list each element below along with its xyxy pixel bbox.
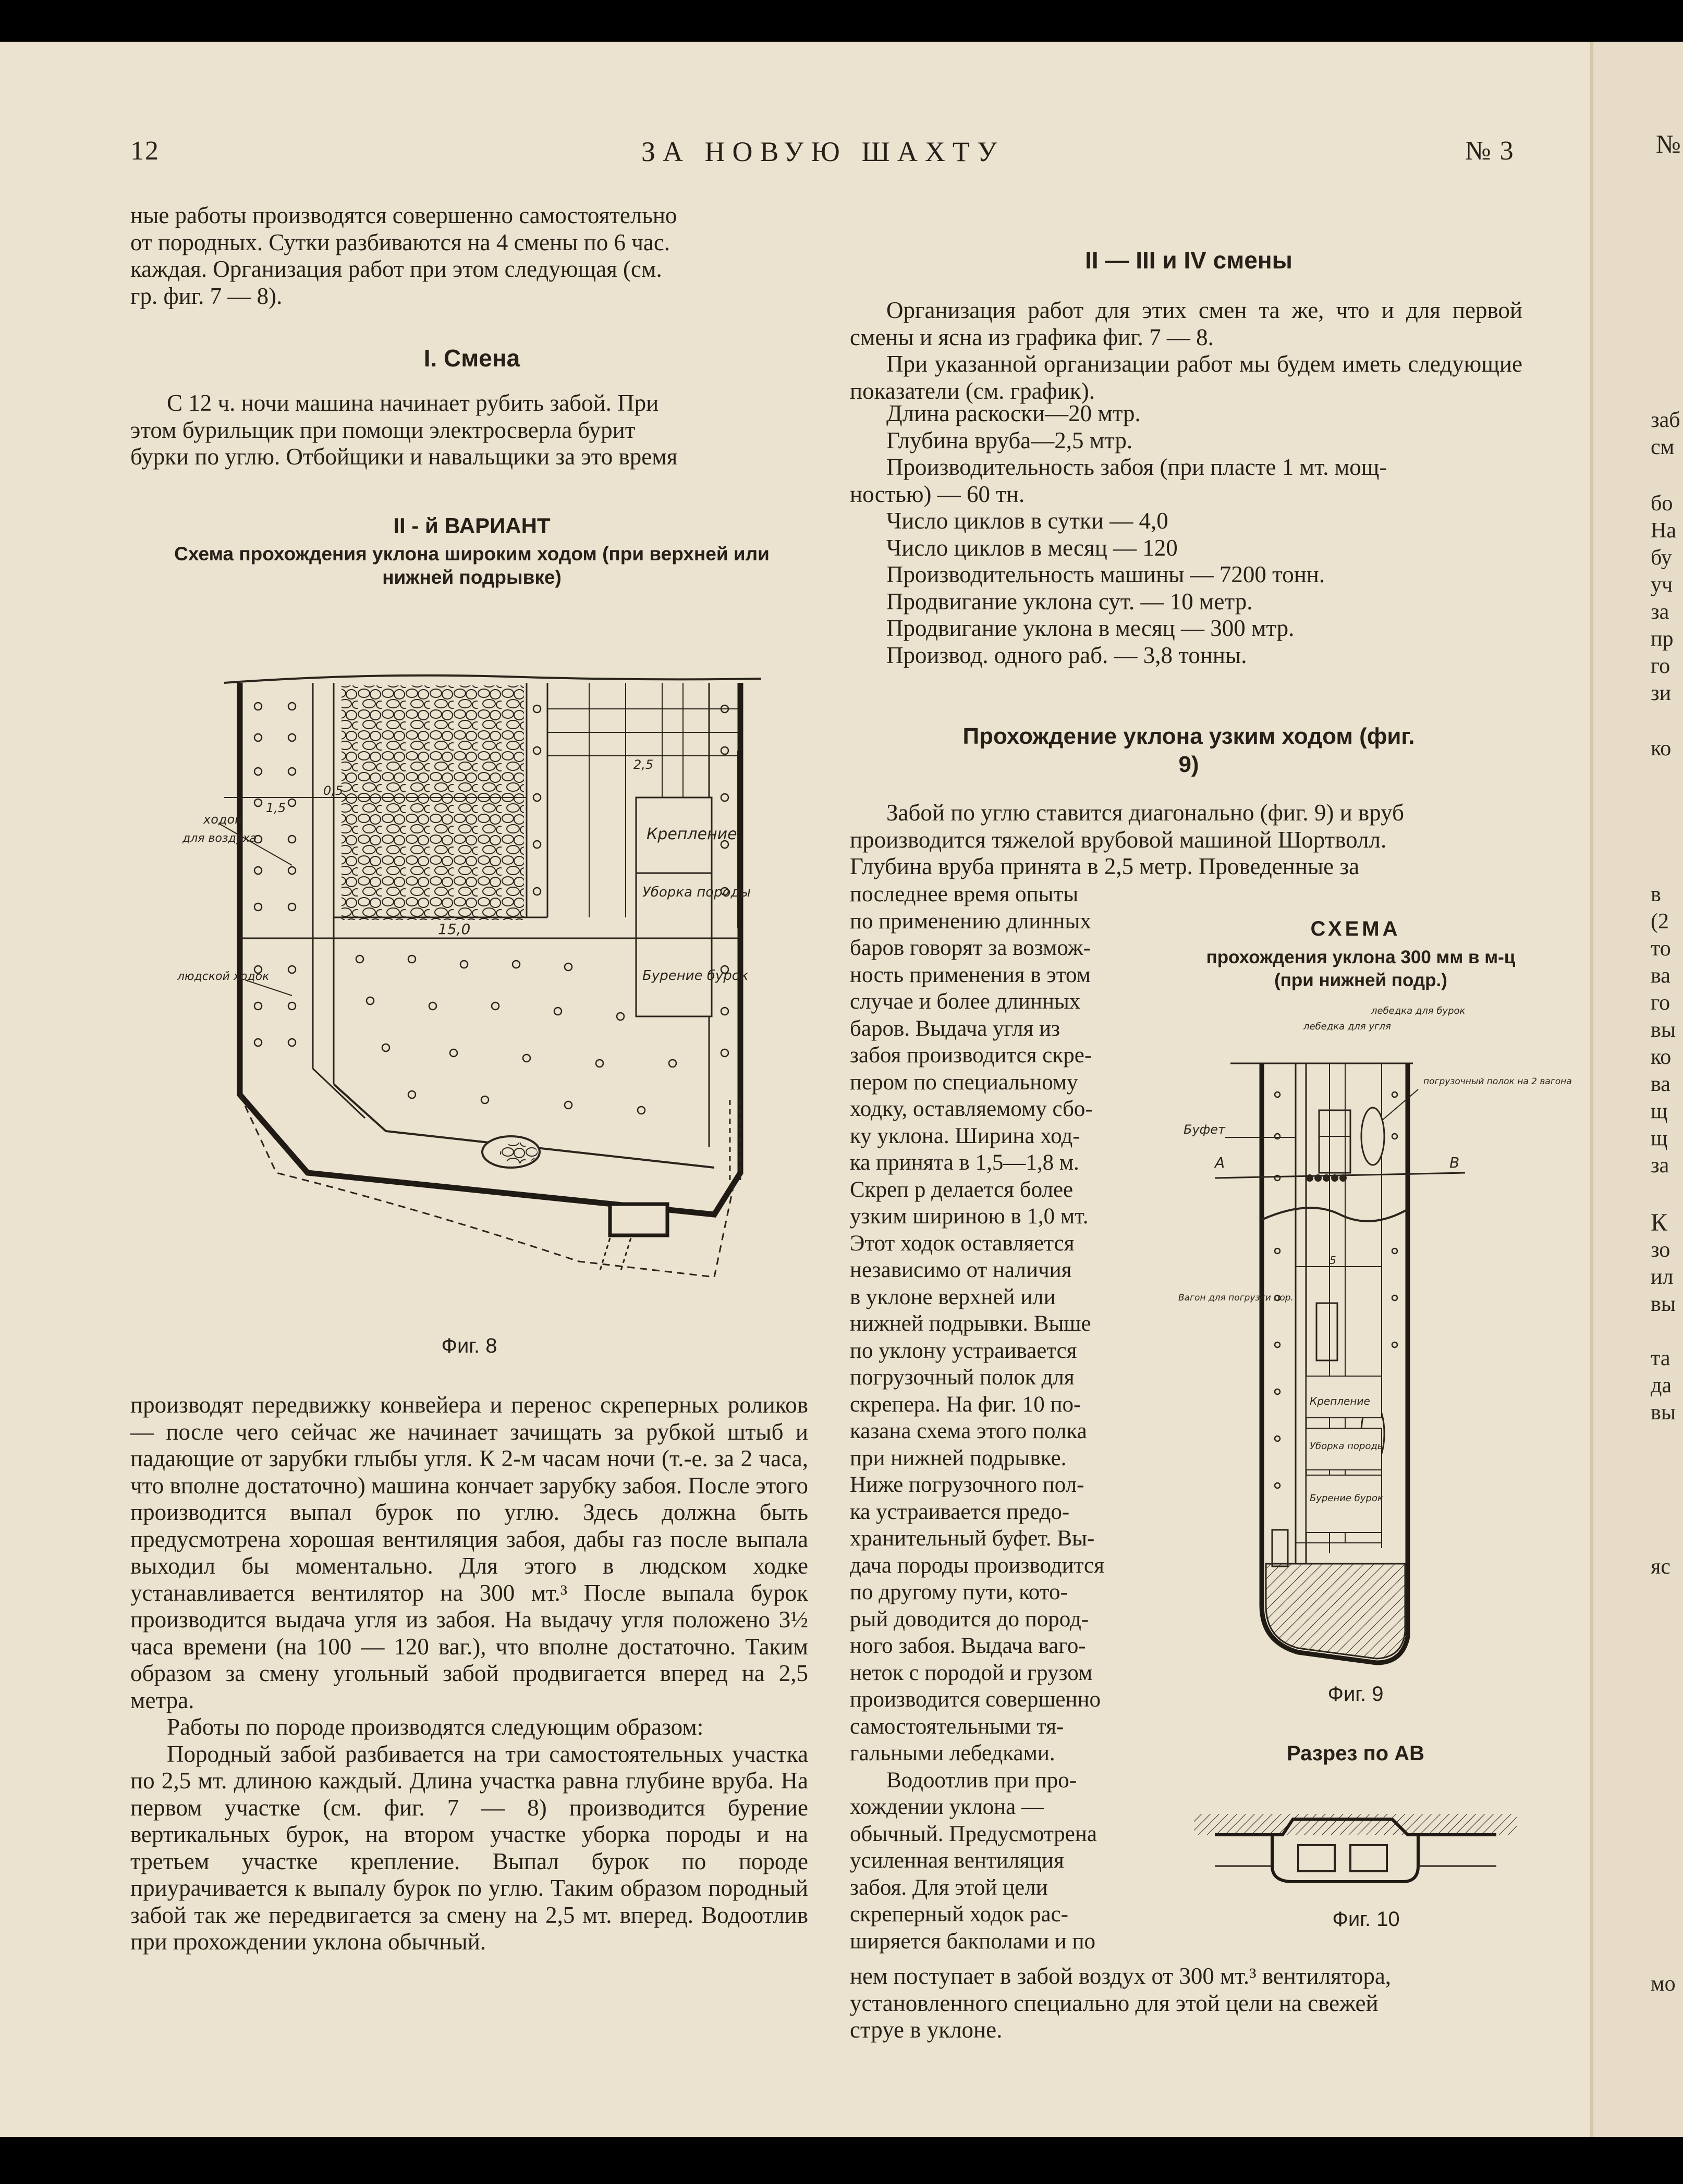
text-line: дача породы производится — [850, 1553, 1104, 1578]
label-polok: погрузочный полок на 2 вагона — [1423, 1076, 1572, 1087]
text-line: нижней подрывки. Выше — [850, 1311, 1091, 1336]
text-line: ходку, оставляемому сбо- — [850, 1097, 1093, 1121]
paragraph: Организация работ для этих смен та же, что и для первой смены и ясна из графика фиг. 7 — 8. — [850, 297, 1522, 350]
label-a: А — [1215, 1154, 1225, 1171]
text-line: Скреп р делается более — [850, 1177, 1074, 1202]
fragment: ко — [1651, 737, 1672, 760]
fragment: за — [1651, 1154, 1669, 1177]
fragment: ил — [1651, 1265, 1674, 1289]
fragment: ва — [1651, 964, 1670, 988]
paragraph: производят передвижку конвейера и перенос скреперных роликов — после чего сейчас же начинает зачищать за рубкой штыб и падающие от зарубки глыбы угля. К 2-м часам ночи (т.-е. за 2 часа, что вполне достаточно) машина кончает зарубку забоя. После этого производится выпал бурок по углю. Здесь должна быть предусмотрена хорошая вентиляция забоя, дабы газ после выпала выходил бы моментально. Для этого в людском ходке устанавливается вентилятор на 300 мт.³ После выпала бурок производится выдача угля из забоя. На выдачу угля положено 3½ часа времени (на 100 — 120 ваг.), что вполне достаточно. Таким образом за смену угольный забой продвигается вперед на 2,5 метра. — [130, 1392, 808, 1713]
fragment: та — [1651, 1346, 1670, 1370]
fragment: (2 — [1651, 910, 1669, 934]
text-line: Этот ходок оставляется — [850, 1231, 1075, 1256]
text-line: ка устраивается предо- — [850, 1499, 1070, 1524]
fragment: ва — [1651, 1072, 1670, 1096]
stat-line: Продвигание уклона сут. — 10 метр. — [886, 588, 1253, 615]
shift1-heading: I. Смена — [423, 345, 520, 372]
text-line: ного забоя. Выдача ваго- — [850, 1634, 1086, 1658]
label-kreplenie-9: Крепление — [1310, 1395, 1370, 1407]
journal-title: ЗА НОВУЮ ШАХТУ — [641, 136, 1005, 167]
text-line: последнее время опыты — [850, 882, 1079, 906]
text-line: гр. фиг. 7 — 8). — [130, 283, 283, 309]
narrow-heading: Прохождение уклона узким ходом (фиг. 9) — [962, 723, 1415, 777]
text-line: производится тяжелой врубовой машиной Шортволл. — [850, 826, 1387, 853]
dim-25: 2,5 — [633, 757, 654, 772]
text-line: казана схема этого полка — [850, 1419, 1087, 1443]
left-intro — [130, 202, 813, 310]
text-line: ность применения в этом — [850, 962, 1091, 987]
text-line: при нижней подрывке. — [850, 1445, 1067, 1470]
text-line: каждая. Организация работ при этом следующая (см. — [130, 256, 662, 282]
label-people-hodok: людской ходок — [177, 970, 270, 983]
text-line: скреперный ходок рас- — [850, 1902, 1068, 1927]
scheme-title: СХЕМА — [1310, 917, 1401, 940]
fragment: щ — [1651, 1126, 1668, 1150]
fragment: вы — [1651, 1401, 1676, 1425]
text-line: от породных. Сутки разбиваются на 4 смены по 6 час. — [130, 229, 670, 255]
left-body — [130, 1392, 808, 1956]
issue-number: № 3 — [1465, 136, 1515, 166]
figure-9-diagram — [1173, 1001, 1572, 1678]
text-line: обычный. Предусмотрена — [850, 1821, 1097, 1846]
figure-8-diagram — [177, 646, 792, 1334]
fragment: зи — [1651, 681, 1672, 705]
label-kreplenie: Крепление — [647, 825, 737, 843]
text-line: узким шириною в 1,0 мт. — [850, 1204, 1089, 1229]
fragment: да — [1651, 1373, 1672, 1397]
label-uborka: Уборка породы — [642, 885, 751, 900]
fragment: го — [1651, 654, 1670, 678]
fragment: зо — [1651, 1238, 1670, 1262]
text-line: ка принята в 1,5—1,8 м. — [850, 1150, 1079, 1175]
label-winch2: лебедка для бурок — [1371, 1005, 1466, 1016]
text-line: забоя производится скре- — [850, 1043, 1092, 1068]
label-winch1: лебедка для угля — [1303, 1021, 1391, 1032]
fragment: № — [1656, 129, 1681, 158]
text-line: хранительный буфет. Вы- — [850, 1526, 1095, 1551]
stat-line: Производительность машины — 7200 тонн. — [886, 561, 1325, 587]
stat-line: Продвигание уклона в месяц — 300 мтр. — [886, 615, 1295, 641]
text-line: производится совершенно — [850, 1687, 1101, 1712]
paragraph: При указанной организации работ мы будем иметь следующие показатели (см. график). — [850, 351, 1522, 404]
page-number: 12 — [130, 136, 160, 166]
fragment: яс — [1651, 1555, 1670, 1579]
next-page-edge — [1590, 42, 1683, 2137]
variant-subheading: Схема прохождения уклона широким ходом (при верхней или нижней подрывке) — [174, 543, 770, 588]
text-line: пером по специальному — [850, 1070, 1078, 1095]
paragraph: Работы по породе производятся следующим образом: — [167, 1714, 704, 1740]
text-line: забоя. Для этой цели — [850, 1875, 1048, 1900]
text-line: Водоотлив при про- — [886, 1768, 1077, 1793]
narrow-side-text — [850, 881, 1157, 1955]
fragment: К — [1651, 1209, 1668, 1236]
text-line: струе в уклоне. — [850, 2017, 1003, 2043]
shift1-text — [130, 390, 813, 471]
magazine-page — [0, 42, 1590, 2137]
label-tube: Вагон для погрузки пор. — [1178, 1293, 1294, 1303]
text-line: С 12 ч. ночи машина начинает рубить забой. При — [167, 390, 659, 416]
narrow-end-text — [850, 1963, 1528, 2044]
fragment: бу — [1651, 546, 1672, 570]
text-line: установленного специально для этой цели на свежей — [850, 1990, 1379, 2016]
text-line: хождении уклона — — [850, 1795, 1044, 1819]
text-line: по уклону устраивается — [850, 1338, 1077, 1363]
text-line: Забой по углю ставится диагонально (фиг. 9) и вруб — [886, 800, 1404, 826]
text-line: случае и более длинных — [850, 989, 1081, 1014]
stat-line: Число циклов в месяц — 120 — [886, 534, 1178, 561]
text-line: в уклоне верхней или — [850, 1284, 1056, 1309]
fragment: уч — [1651, 573, 1673, 597]
fragment: вы — [1651, 1292, 1676, 1316]
variant-heading: II - й ВАРИАНТ — [393, 513, 551, 538]
fragment: пр — [1651, 627, 1674, 651]
dim-15: 15,0 — [438, 921, 471, 938]
text-line: бурки по углю. Отбойщики и навальщики за это время — [130, 444, 678, 470]
label-burenie: Бурение бурок — [642, 968, 749, 984]
fragment: щ — [1651, 1099, 1668, 1123]
text-line: Ниже погрузочного пол- — [850, 1473, 1084, 1497]
fragment: ко — [1651, 1045, 1672, 1069]
scheme-subtitle: прохождения уклона 300 мм в м-ц (при нижней подр.) — [1206, 947, 1516, 990]
figure-8-caption: Фиг. 8 — [441, 1334, 497, 1357]
fragment: за — [1651, 600, 1669, 624]
text-line: по применению длинных — [850, 909, 1091, 934]
label-bufet: Буфет — [1184, 1122, 1225, 1137]
figure-9-caption: Фиг. 9 — [1327, 1683, 1384, 1706]
text-line: по другому пути, кото- — [850, 1580, 1068, 1604]
text-line: этом бурильщик при помощи электросверла бурит — [130, 416, 636, 443]
paragraph: Породный забой разбивается на три самостоятельных участка по 2,5 мт. длиною каждый. Длина участка равна глубине вруба. На первом участке (см. фиг. 7 — 8) производится бурение вертикальных бурок, на втором участке уборка породы и на третьем участке крепление. Выпал бурок по породе приурачивается к выпалу бурок по углю. Таким образом породный забой так же передвигается за смену на 2,5 мт. вперед. Водоотлив при прохождении уклона обычный. — [130, 1740, 808, 1955]
text-line: усиленная вентиляция — [850, 1848, 1064, 1873]
stat-line: Число циклов в сутки — 4,0 — [886, 508, 1168, 534]
fragment: бо — [1651, 492, 1673, 516]
text-line: неток с породой и грузом — [850, 1660, 1093, 1685]
text-line: баров. Выдача угля из — [850, 1016, 1060, 1041]
text-line: независимо от наличия — [850, 1258, 1072, 1282]
narrow-intro — [850, 800, 1528, 880]
stat-line: ностью) — 60 тн. — [850, 481, 1025, 507]
fragment: го — [1651, 991, 1670, 1015]
stat-line: Глубина вруба—2,5 мтр. — [886, 427, 1133, 453]
dim-05: 0,5 — [323, 783, 344, 798]
fragment: см — [1651, 435, 1675, 459]
fragment: в — [1651, 882, 1661, 906]
label-hodok: ходок — [203, 812, 242, 827]
fragment: мо — [1651, 1972, 1676, 1996]
label-uborka-9: Уборка породы — [1310, 1441, 1385, 1452]
text-line: нем поступает в забой воздух от 300 мт.³ вентилятора, — [850, 1963, 1392, 1989]
figure-10-caption: Фиг. 10 — [1332, 1908, 1400, 1931]
shifts-heading: II — III и IV смены — [1085, 247, 1292, 274]
text-line: скрепера. На фиг. 10 по- — [850, 1392, 1081, 1417]
stat-line: Длина раскоски—20 мтр. — [886, 400, 1141, 426]
text-line: баров говорят за возмож- — [850, 936, 1091, 960]
shifts-text — [850, 297, 1522, 404]
fragment: вы — [1651, 1018, 1676, 1042]
text-line: ные работы производятся совершенно самостоятельно — [130, 202, 677, 228]
text-line: ку уклона. Ширина ход- — [850, 1123, 1080, 1148]
text-line: погрузочный полок для — [850, 1365, 1075, 1390]
section-title: Разрез по АВ — [1287, 1742, 1424, 1765]
label-air: для воздуха — [182, 832, 257, 845]
text-line: ширяется бакполами и по — [850, 1929, 1096, 1954]
stat-line: Производительность забоя (при пласте 1 мт. мощ- — [886, 454, 1387, 480]
fragment: заб — [1651, 408, 1680, 432]
dim-15a: 1,5 — [266, 801, 286, 815]
label-burenie-9: Бурение бурок — [1310, 1493, 1383, 1504]
text-line: рый доводится до пород- — [850, 1606, 1089, 1631]
stats-list — [850, 400, 1387, 669]
fragment: то — [1651, 937, 1671, 961]
fragment: На — [1651, 519, 1676, 543]
label-b: В — [1449, 1154, 1460, 1171]
dim-5: 5 — [1330, 1254, 1336, 1267]
figure-10-diagram — [1194, 1803, 1517, 1897]
stat-line: Производ. одного раб. — 3,8 тонны. — [886, 642, 1247, 668]
text-line: гальными лебедками. — [850, 1741, 1055, 1765]
text-line: самостоятельными тя- — [850, 1714, 1064, 1739]
text-line: Глубина вруба принята в 2,5 метр. Проведенные за — [850, 853, 1360, 879]
